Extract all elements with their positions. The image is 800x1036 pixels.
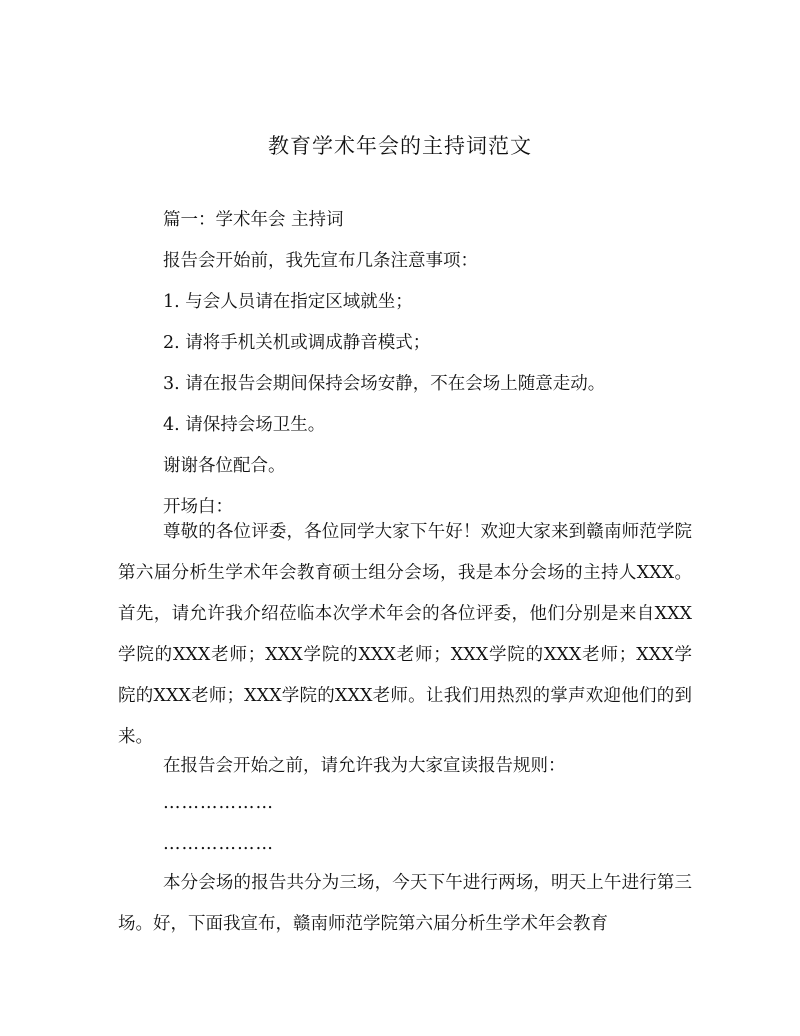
- section-heading: 篇一：学术年会 主持词: [163, 210, 344, 230]
- opening-paragraph: 尊敬的各位评委，各位同学大家下午好！欢迎大家来到赣南师范学院第六届分析生学术年会教育硕士组分会场，我是本分会场的主持人XXX。首先，请允许我介绍莅临本次学术年会的各位评委，他们分别是来自XXX学院的XXX老师；XXX学院的XXX老师；XXX学院的XXX老师；XXX学院的XXX老师；XXX学院的XXX老师。让我们用热烈的掌声欢迎他们的到来。: [118, 522, 692, 747]
- notice-item-4: 4. 请保持会场卫生。: [163, 415, 326, 435]
- opening-heading: 开场白：: [163, 497, 233, 517]
- ellipsis-line-1: ………………: [163, 793, 274, 813]
- notice-item-1: 1. 与会人员请在指定区域就坐；: [163, 292, 413, 312]
- notice-intro: 报告会开始前，我先宣布几条注意事项：: [163, 251, 478, 271]
- ellipsis-line-2: ………………: [163, 834, 274, 854]
- schedule-paragraph: 本分会场的报告共分为三场，今天下午进行两场，明天上午进行第三场。好，下面我宣布，赣南师范学院第六届分析生学术年会教育: [118, 873, 692, 934]
- thanks-line: 谢谢各位配合。: [163, 456, 286, 476]
- rules-intro: 在报告会开始之前，请允许我为大家宣读报告规则：: [163, 756, 566, 776]
- document-title: 教育学术年会的主持词范文: [268, 134, 532, 158]
- notice-item-3: 3. 请在报告会期间保持会场安静，不在会场上随意走动。: [163, 374, 606, 394]
- notice-item-2: 2. 请将手机关机或调成静音模式；: [163, 333, 431, 353]
